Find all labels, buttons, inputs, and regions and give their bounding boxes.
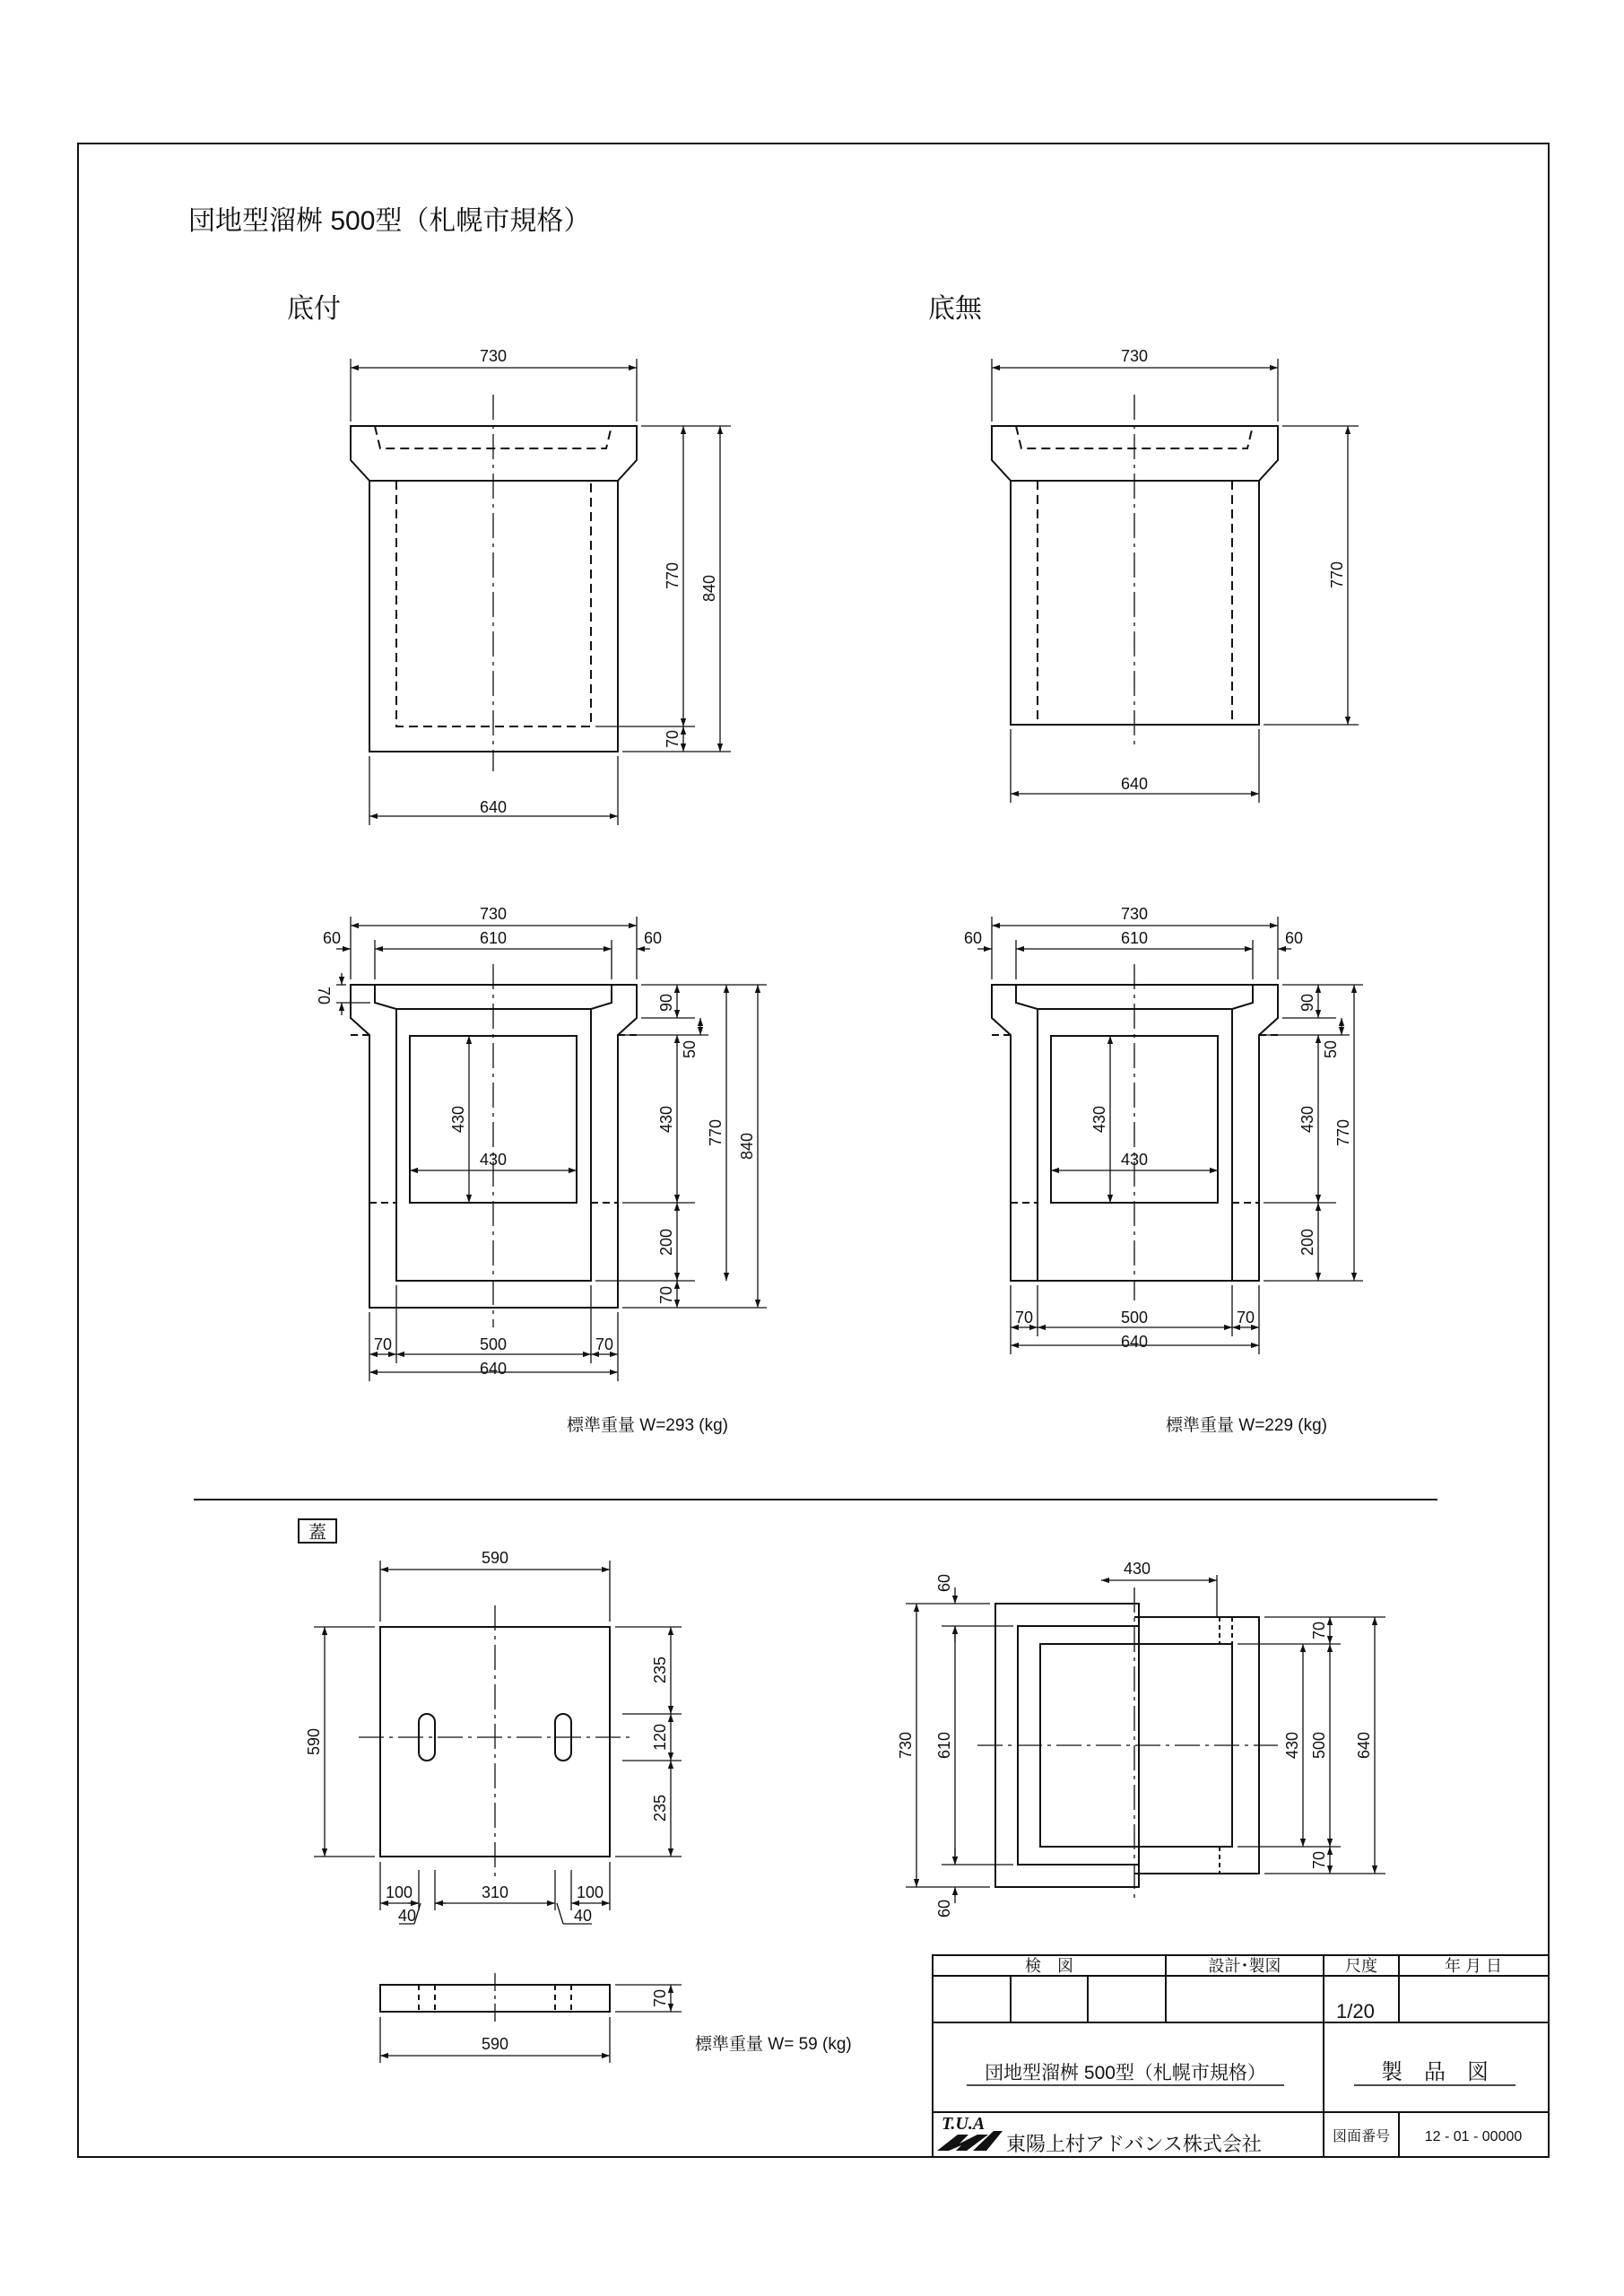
sec1-dim-840: 840 (738, 1132, 756, 1161)
tb-drawing-number: 12 - 01 - 00000 (1424, 2129, 1523, 2144)
lid-label: 蓋 (308, 1523, 326, 1543)
tb-drawing-title: 団地型溜桝 500型（札幌市規格） (985, 2063, 1266, 2083)
lid-dim-70-thickness: 70 (651, 1988, 669, 2008)
company-logo-text: T.U.A (942, 2114, 986, 2134)
sec1-dim-430-v: 430 (449, 1105, 467, 1134)
lidasm-dim-640: 640 (1355, 1731, 1373, 1760)
dim-height-2: 770 (1328, 561, 1346, 589)
lidasm-dim-500: 500 (1310, 1731, 1328, 1760)
tb-drawing-type: 製 品 図 (1381, 2060, 1489, 2084)
section-without-bottom (992, 964, 1278, 1300)
section-with-bottom-dims (336, 917, 767, 1381)
sec2-dim-70-bl: 70 (1014, 1309, 1034, 1326)
elevation-with-bottom-dims (351, 359, 731, 825)
company-logo-mark (937, 2131, 1003, 2151)
sec1-dim-730: 730 (479, 905, 508, 923)
sec1-dim-70-bottom: 70 (657, 1285, 675, 1305)
lid-dim-40-left: 40 (397, 1907, 417, 1925)
sec2-dim-50: 50 (1322, 1039, 1340, 1059)
lidasm-dim-430-top: 430 (1123, 1560, 1151, 1578)
section-with-bottom (351, 964, 637, 1327)
lidasm-dim-60-bottom: 60 (935, 1899, 953, 1918)
lidasm-dim-430: 430 (1283, 1731, 1301, 1760)
sec1-dim-640: 640 (479, 1360, 508, 1378)
tb-inspection: 検 図 (1025, 1957, 1073, 1975)
elevation-without-bottom (992, 395, 1278, 744)
sec1-dim-430-h: 430 (479, 1151, 508, 1169)
sec1-dim-90: 90 (657, 993, 675, 1013)
dim-bottom-thickness: 70 (664, 729, 682, 749)
section-without-bottom-dims (977, 917, 1363, 1354)
sec2-dim-430-v: 430 (1090, 1105, 1108, 1134)
sec2-dim-60-right: 60 (1285, 929, 1304, 947)
lidasm-dim-60-top: 60 (935, 1573, 953, 1593)
sec2-dim-200: 200 (1298, 1228, 1316, 1257)
dim-top-width-2: 730 (1120, 347, 1149, 365)
lid-dim-590-bottom: 590 (481, 2035, 509, 2053)
weight-lid: 標準重量 W= 59 (kg) (695, 2035, 852, 2054)
lidasm-dim-70-top: 70 (1310, 1621, 1328, 1640)
lid-dim-40-right: 40 (573, 1907, 593, 1925)
sec2-dim-60-left: 60 (964, 929, 983, 947)
tb-scale-label: 尺度 (1345, 1957, 1377, 1975)
lid-dim-590-left: 590 (305, 1727, 323, 1756)
sec2-dim-770: 770 (1334, 1118, 1352, 1147)
sec2-dim-500: 500 (1120, 1309, 1149, 1326)
sec1-dim-70-top: 70 (315, 986, 333, 1005)
lid-dim-100-right: 100 (576, 1883, 604, 1901)
sec2-dim-430-right: 430 (1298, 1105, 1316, 1134)
lid-assembled-view (977, 1587, 1278, 1903)
sec2-dim-730: 730 (1120, 905, 1149, 923)
sec2-dim-430-h: 430 (1120, 1151, 1149, 1169)
lid-dim-235-bottom: 235 (651, 1794, 669, 1822)
sec1-dim-610: 610 (479, 929, 508, 947)
tb-date-label: 年 月 日 (1444, 1957, 1503, 1975)
sec1-dim-430-right: 430 (657, 1105, 675, 1134)
tb-number-label: 図面番号 (1332, 2129, 1391, 2144)
sec1-dim-50: 50 (681, 1039, 699, 1059)
dim-inner-height: 770 (664, 561, 682, 590)
sec1-dim-770: 770 (707, 1118, 725, 1147)
lid-dim-120: 120 (651, 1723, 669, 1752)
lidasm-dim-70-bottom: 70 (1310, 1850, 1328, 1870)
lid-plan-dims (314, 1561, 682, 1924)
lid-dim-100-left: 100 (385, 1883, 413, 1901)
sec2-dim-610: 610 (1120, 929, 1149, 947)
weight-with-bottom: 標準重量 W=293 (kg) (567, 1416, 729, 1435)
sec1-dim-500: 500 (479, 1335, 508, 1353)
sec1-dim-70-br: 70 (595, 1335, 614, 1353)
drawing-frame (78, 144, 1549, 2157)
sec2-dim-640: 640 (1120, 1333, 1149, 1351)
sec1-dim-200: 200 (657, 1228, 675, 1257)
lid-dim-590-top: 590 (481, 1549, 509, 1567)
lid-plan (359, 1605, 632, 1879)
tb-scale: 1/20 (1336, 2000, 1375, 2022)
lid-dim-235-top: 235 (651, 1656, 669, 1684)
sec1-dim-60-left: 60 (323, 929, 342, 947)
view-label-with-bottom: 底付 (287, 294, 341, 324)
dim-bottom-width: 640 (479, 798, 508, 816)
tb-design: 設計･製図 (1208, 1957, 1281, 1975)
lidasm-dim-730: 730 (897, 1731, 915, 1760)
sec2-dim-90: 90 (1298, 993, 1316, 1013)
title-block (933, 1955, 1549, 2157)
lidasm-dim-610: 610 (935, 1731, 953, 1760)
drawing-title: 団地型溜桝 500型（札幌市規格） (188, 206, 591, 236)
lid-side-dims (380, 1985, 682, 2063)
sec1-dim-60-right: 60 (644, 929, 663, 947)
elevation-with-bottom (351, 395, 637, 771)
dim-bottom-width-2: 640 (1120, 775, 1149, 793)
sec1-dim-70-bl: 70 (373, 1335, 393, 1353)
weight-without-bottom: 標準重量 W=229 (kg) (1166, 1416, 1328, 1435)
dim-top-width: 730 (479, 347, 508, 365)
lid-dim-310: 310 (481, 1883, 509, 1901)
dim-total-height: 840 (700, 574, 718, 603)
sec2-dim-70-br: 70 (1236, 1309, 1255, 1326)
view-label-without-bottom: 底無 (928, 294, 982, 324)
company-name: 東陽上村アドバンス株式会社 (1006, 2133, 1262, 2155)
lid-side-view (380, 1973, 610, 2023)
